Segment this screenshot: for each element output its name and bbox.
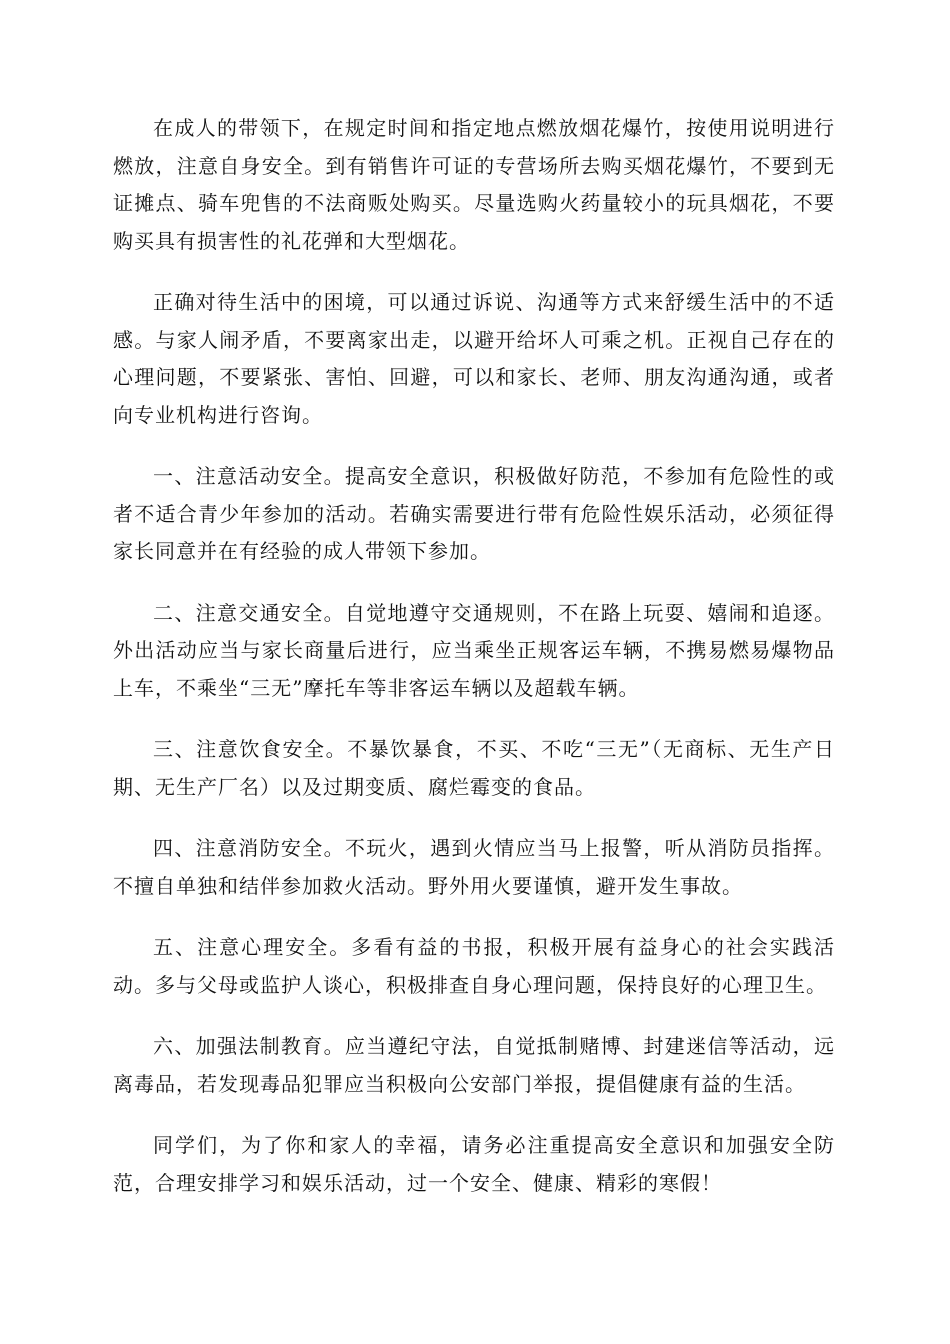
paragraph-legal-education: 六、加强法制教育。应当遵纪守法，自觉抵制赌博、封建迷信等活动，远离毒品，若发现毒品犯罪应当积极向公安部门举报，提倡健康有益的生活。 <box>113 1034 835 1096</box>
paragraph-psychological-safety: 五、注意心理安全。多看有益的书报，积极开展有益身心的社会实践活动。多与父母或监护人谈心，积极排查自身心理问题，保持良好的心理卫生。 <box>113 935 835 997</box>
document-body <box>113 110 835 1226</box>
paragraph-food-safety: 三、注意饮食安全。不暴饮暴食，不买、不吃“三无”（无商标、无生产日期、无生产厂名）以及过期变质、腐烂霉变的食品。 <box>113 737 835 799</box>
paragraph-life-difficulties: 正确对待生活中的困境，可以通过诉说、沟通等方式来舒缓生活中的不适感。与家人闹矛盾，不要离家出走，以避开给坏人可乘之机。正视自己存在的心理问题，不要紧张、害怕、回避，可以和家长、老师、朋友沟通沟通，或者向专业机构进行咨询。 <box>113 290 835 427</box>
paragraph-fire-safety: 四、注意消防安全。不玩火，遇到火情应当马上报警，听从消防员指挥。不擅自单独和结伴参加救火活动。野外用火要谨慎，避开发生事故。 <box>113 836 835 898</box>
paragraph-fireworks-safety: 在成人的带领下，在规定时间和指定地点燃放烟花爆竹，按使用说明进行燃放，注意自身安全。到有销售许可证的专营场所去购买烟花爆竹，不要到无证摊点、骑车兜售的不法商贩处购买。尽量选购火药量较小的玩具烟花，不要购买具有损害性的礼花弹和大型烟花。 <box>113 116 835 253</box>
paragraph-closing: 同学们，为了你和家人的幸福，请务必注重提高安全意识和加强安全防范，合理安排学习和娱乐活动，过一个安全、健康、精彩的寒假！ <box>113 1133 835 1195</box>
paragraph-traffic-safety: 二、注意交通安全。自觉地遵守交通规则，不在路上玩耍、嬉闹和追逐。外出活动应当与家长商量后进行，应当乘坐正规客运车辆，不携易燃易爆物品上车，不乘坐“三无”摩托车等非客运车辆以及超载车辆。 <box>113 600 835 700</box>
paragraph-activity-safety: 一、注意活动安全。提高安全意识，积极做好防范，不参加有危险性的或者不适合青少年参加的活动。若确实需要进行带有危险性娱乐活动，必须征得家长同意并在有经验的成人带领下参加。 <box>113 464 835 563</box>
